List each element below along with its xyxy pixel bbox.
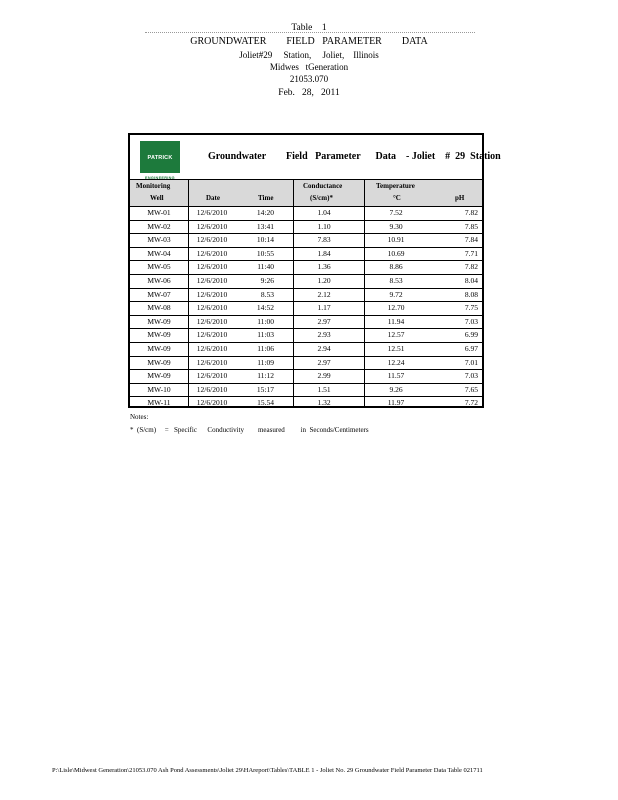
table-row (130, 207, 482, 221)
cell-well: MW-09 (147, 330, 171, 340)
cell-date: 12/6/2010 (196, 289, 228, 299)
logo-name: PATRICK (147, 155, 173, 161)
cell-conductance: 1.17 (317, 303, 331, 313)
cell-time: 11:09 (257, 357, 274, 367)
cell-time: 11:03 (257, 330, 274, 340)
cell-conductance: 2.97 (317, 316, 331, 326)
cell-time: 11:06 (257, 343, 274, 353)
table-row (130, 221, 482, 235)
cell-well: MW-06 (147, 275, 171, 285)
cell-temperature: 9.26 (389, 384, 403, 394)
table-row (130, 234, 482, 248)
cell-date: 12/6/2010 (196, 357, 228, 367)
cell-conductance: 2.97 (317, 357, 331, 367)
header-conductance-unit: (S/cm)* (310, 194, 333, 202)
column-divider-time (293, 179, 294, 406)
note-conductivity: * (S/cm) = Specific Conductivity measured in Seconds/Centimeters (130, 426, 369, 434)
cell-ph: 8.08 (464, 289, 478, 299)
cell-time: 8.53 (260, 289, 274, 299)
cell-ph: 7.65 (464, 384, 478, 394)
header-ph: pH (455, 194, 465, 202)
cell-well: MW-09 (147, 343, 171, 353)
document-title: GROUNDWATER FIELD PARAMETER DATA (190, 36, 428, 47)
cell-time: 11:40 (257, 262, 274, 272)
cell-temperature: 12.70 (387, 303, 405, 313)
cell-conductance: 2.99 (317, 371, 331, 381)
cell-ph: 7.84 (464, 235, 478, 245)
table-row (130, 357, 482, 371)
cell-time: 10:55 (256, 248, 274, 258)
cell-temperature: 10.69 (387, 248, 405, 258)
cell-well: MW-03 (147, 235, 171, 245)
cell-date: 12/6/2010 (196, 398, 228, 408)
column-divider-conductance (364, 179, 365, 406)
cell-conductance: 1.84 (317, 248, 331, 258)
header-time: Time (258, 194, 274, 202)
cell-date: 12/6/2010 (196, 343, 228, 353)
cell-ph: 7.01 (464, 357, 478, 367)
project-number: 21053.070 (289, 74, 329, 84)
cell-date: 12/6/2010 (196, 275, 228, 285)
table-row (130, 370, 482, 384)
cell-well: MW-02 (147, 221, 171, 231)
cell-conductance: 2.93 (317, 330, 331, 340)
site-line: Joliet#29 Station, Joliet, Illinois (239, 50, 379, 60)
cell-ph: 7.82 (464, 208, 478, 217)
cell-time: 15.54 (257, 398, 274, 408)
table-row (130, 316, 482, 330)
cell-conductance: 1.04 (317, 208, 331, 217)
cell-well: MW-05 (147, 262, 171, 272)
column-divider-well (188, 179, 189, 406)
cell-ph: 7.72 (464, 398, 478, 408)
cell-temperature: 8.53 (389, 275, 403, 285)
cell-ph: 8.04 (464, 275, 478, 285)
cell-date: 12/6/2010 (196, 235, 228, 245)
cell-well: MW-10 (147, 384, 171, 394)
cell-well: MW-04 (147, 248, 171, 258)
cell-conductance: 1.32 (317, 398, 331, 408)
cell-date: 12/6/2010 (196, 330, 228, 340)
cell-time: 14:52 (256, 303, 274, 313)
cell-ph: 7.03 (464, 371, 478, 381)
table-body (130, 207, 482, 410)
cell-ph: 7.85 (464, 221, 478, 231)
data-table (128, 133, 501, 408)
table-row (130, 302, 482, 316)
cell-date: 12/6/2010 (196, 371, 228, 381)
cell-well: MW-08 (147, 303, 171, 313)
cell-ph: 7.03 (464, 316, 478, 326)
cell-temperature: 11.57 (387, 371, 405, 381)
header-monitoring: Monitoring (136, 182, 171, 190)
column-header-row (130, 180, 482, 207)
cell-temperature: 12.51 (387, 343, 405, 353)
cell-well: MW-09 (147, 371, 171, 381)
cell-date: 12/6/2010 (196, 384, 228, 394)
cell-date: 12/6/2010 (196, 221, 228, 231)
cell-temperature: 10.91 (387, 235, 405, 245)
cell-date: 12/6/2010 (196, 208, 228, 217)
cell-temperature: 9.72 (389, 289, 403, 299)
cell-temperature: 9.30 (389, 221, 403, 231)
table-row (130, 261, 482, 275)
cell-date: 12/6/2010 (196, 262, 228, 272)
table-title-bar (130, 135, 501, 180)
table-row (130, 329, 482, 343)
header-temperature-unit: °C (393, 194, 401, 202)
cell-ph: 6.97 (464, 343, 478, 353)
cell-conductance: 1.51 (317, 384, 331, 394)
cell-time: 14:20 (256, 208, 274, 217)
cell-ph: 7.75 (464, 303, 478, 313)
cell-ph: 7.82 (464, 262, 478, 272)
table-row (130, 343, 482, 357)
patrick-engineering-logo (140, 141, 180, 180)
cell-temperature: 8.86 (389, 262, 403, 272)
cell-time: 10:14 (256, 235, 274, 245)
cell-ph: 7.71 (464, 248, 478, 258)
header-conductance: Conductance (303, 182, 343, 190)
cell-date: 12/6/2010 (196, 316, 228, 326)
table-title: Groundwater Field Parameter Data - Joliet # 29 Station (208, 151, 501, 162)
table-row (130, 289, 482, 303)
cell-well: MW-09 (147, 316, 171, 326)
cell-conductance: 1.36 (317, 262, 331, 272)
cell-time: 11:12 (257, 371, 274, 381)
cell-time: 13:41 (256, 221, 274, 231)
cell-date: 12/6/2010 (196, 303, 228, 313)
logo-subtext: ENGINEERING (145, 176, 175, 180)
cell-date: 12/6/2010 (196, 248, 228, 258)
table-row (130, 397, 482, 410)
header-temperature: Temperature (376, 182, 415, 190)
cell-temperature: 12.24 (387, 357, 405, 367)
header-well: Well (150, 194, 164, 202)
header-date: Date (206, 194, 220, 202)
cell-temperature: 12.57 (387, 330, 405, 340)
cell-conductance: 2.12 (317, 289, 331, 299)
cell-ph: 6.99 (464, 330, 478, 340)
company-line: Midwes tGeneration (269, 62, 349, 72)
cell-time: 15:17 (256, 384, 274, 394)
table-row (130, 384, 482, 398)
table-row (130, 275, 482, 289)
file-path-footer: P:\Lisle\Midwest Generation\21053.070 Ash Pond Assessments\Joliet 29\HAreport\Tables\TABLE 1 - Joliet No. 29 Groundwater Field Parameter Data Table 021711 (52, 767, 483, 774)
cell-conductance: 2.94 (317, 343, 331, 353)
cell-well: MW-01 (147, 208, 171, 217)
cell-temperature: 7.52 (389, 208, 403, 217)
cell-temperature: 11.94 (387, 316, 405, 326)
cell-conductance: 7.83 (317, 235, 331, 245)
cell-well: MW-11 (147, 398, 171, 408)
cell-temperature: 11.97 (387, 398, 405, 408)
cell-well: MW-09 (147, 357, 171, 367)
table-row (130, 248, 482, 262)
cell-conductance: 1.10 (317, 221, 331, 231)
cell-conductance: 1.20 (317, 275, 331, 285)
document-date: Feb. 28, 2011 (278, 88, 340, 98)
cell-well: MW-07 (147, 289, 171, 299)
cell-time: 9:26 (260, 275, 274, 285)
table-number: Table 1 (291, 23, 327, 33)
cell-time: 11:00 (257, 316, 274, 326)
notes-label: Notes: (130, 413, 149, 421)
